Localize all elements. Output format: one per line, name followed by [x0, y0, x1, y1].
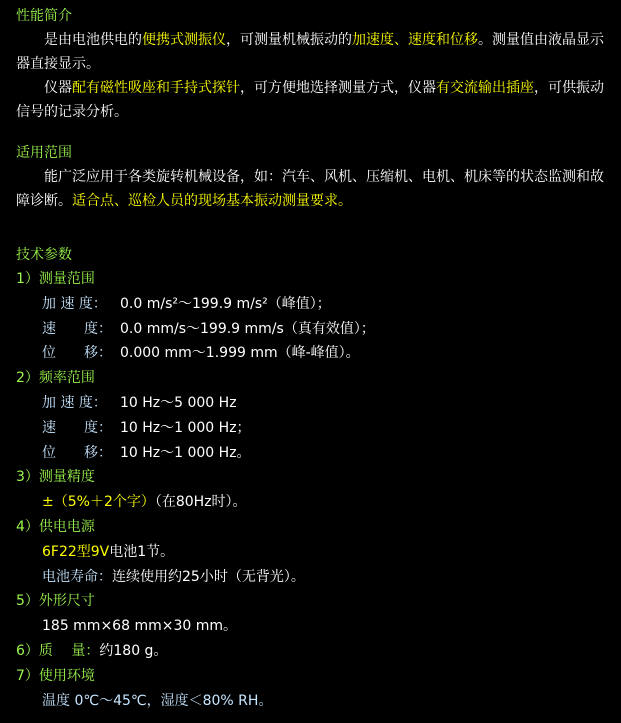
- spec-item-size: [16, 589, 609, 614]
- item-title: 质 量：: [38, 642, 100, 659]
- item-title: 使用环境: [38, 667, 95, 684]
- battery-life-label: 电池寿命：: [42, 568, 112, 585]
- item-number: 3）: [16, 469, 39, 486]
- row-label: 速 度：: [42, 320, 112, 337]
- intro-paragraph-2: [16, 76, 609, 124]
- item-number: 6）: [16, 642, 39, 659]
- scope-section: [16, 141, 609, 213]
- freq-row: [16, 441, 609, 466]
- row-label: 加 速 度：: [42, 394, 107, 411]
- text: ，可测量机械振动的: [226, 32, 352, 48]
- row-label: 位 移：: [42, 444, 112, 461]
- item-title: 外形尺寸: [38, 593, 95, 610]
- row-label: 速 度：: [42, 419, 112, 436]
- item-title: 测量范围: [38, 271, 95, 287]
- range-row: [16, 292, 609, 317]
- item-number: 2）: [16, 370, 39, 387]
- intro-heading: 性能简介: [16, 8, 72, 24]
- battery-life-value: 连续使用约25小时（无背光）。: [112, 568, 305, 585]
- row-value: 0.0 mm/s～199.9 mm/s（真有效值）；: [120, 320, 375, 337]
- accuracy-row: [16, 490, 609, 515]
- item-title: 频率范围: [38, 370, 95, 387]
- item-number: 5）: [16, 593, 39, 610]
- row-value: 10 Hz～5 000 Hz: [120, 394, 237, 411]
- row-value: 0.000 mm～1.999 mm（峰-峰值）。: [120, 345, 360, 362]
- text: ，可方便地选择测量方式，仪器: [240, 80, 436, 96]
- highlight: 有交流输出插座: [436, 80, 534, 96]
- highlight: 配有磁性吸座和手持式探针: [72, 80, 240, 96]
- battery-count: 电池1节。: [109, 543, 175, 560]
- row-value: 10 Hz～1 000 Hz；: [120, 419, 251, 436]
- highlight: 便携式测振仪: [142, 32, 226, 48]
- row-label: 加 速 度：: [42, 295, 107, 312]
- size-row: 185 mm×68 mm×30 mm。: [42, 618, 237, 635]
- spec-item-accuracy: [16, 465, 609, 490]
- accuracy-note: （在80Hz时）。: [154, 494, 247, 511]
- range-row: [16, 317, 609, 342]
- row-value: 10 Hz～1 000 Hz。: [120, 444, 251, 461]
- spec-item-weight: [16, 639, 609, 664]
- text: 能广泛应用于各类旋转机械设备，如：汽车、风机、压缩机、电机、机床等的状态监测和故障诊断。: [16, 169, 604, 209]
- spec-item-environment: [16, 664, 609, 689]
- item-value: 约180 g。: [99, 642, 168, 659]
- highlight: 适合点、巡检人员的现场基本振动测量要求。: [72, 193, 352, 209]
- intro-section: [16, 4, 609, 124]
- specs-section: [16, 243, 609, 713]
- battery-type: 6F22型9V: [42, 543, 110, 560]
- range-row: [16, 341, 609, 366]
- specs-heading: 技术参数: [16, 247, 72, 263]
- highlight: 加速度、速度和位移: [352, 32, 478, 48]
- text: 是由电池供电的: [44, 32, 142, 48]
- spec-item-power: [16, 515, 609, 540]
- freq-row: [16, 391, 609, 416]
- text: ，可供振动信号的记录分析。: [16, 80, 604, 120]
- row-label: 位 移：: [42, 345, 112, 362]
- freq-row: [16, 416, 609, 441]
- item-number: 4）: [16, 518, 39, 535]
- item-number: 1）: [16, 271, 39, 287]
- row-value: 0.0 m/s²～199.9 m/s²（峰值）；: [120, 295, 331, 312]
- scope-paragraph: [16, 165, 609, 213]
- item-title: 测量精度: [38, 469, 95, 486]
- item-title: 供电电源: [38, 518, 95, 535]
- battery-life-row: [16, 565, 609, 590]
- intro-paragraph-1: [16, 28, 609, 76]
- accuracy-value: ±（5%＋2个字）: [42, 494, 155, 511]
- battery-row: [16, 540, 609, 565]
- text: 仪器: [44, 80, 72, 96]
- environment-row: 温度 0℃～45℃，湿度＜80% RH。: [42, 692, 273, 709]
- spec-item-range: [16, 267, 609, 292]
- scope-heading: 适用范围: [16, 145, 72, 161]
- text: 。测量值由液晶显示器直接显示。: [16, 32, 604, 72]
- spec-item-frequency: [16, 366, 609, 391]
- item-number: 7）: [16, 667, 39, 684]
